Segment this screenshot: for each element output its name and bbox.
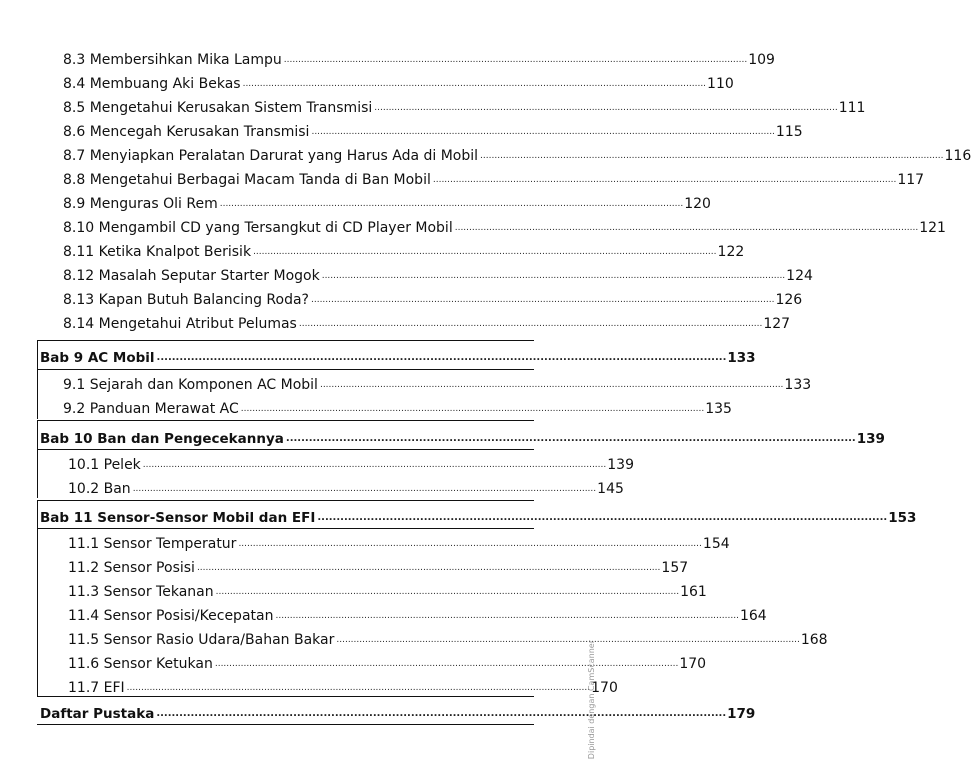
toc-entry-page: 145: [597, 481, 624, 497]
toc-entry: [68, 552, 689, 576]
chapter-title: Bab 9 AC Mobil: [40, 350, 155, 366]
toc-entry-label: 8.8 Mengetahui Berbagai Macam Tanda di Ban Mobil: [63, 172, 431, 188]
toc-entry-page: 161: [680, 584, 707, 600]
leader-dots: ..................................................................................................................................................................: [310, 295, 775, 305]
leader-dots: ..................................................................................................................................................................: [240, 404, 705, 414]
toc-entry: [63, 284, 803, 308]
chapter-heading: [40, 423, 885, 447]
chapter-title: Bab 11 Sensor-Sensor Mobil dan EFI: [40, 510, 316, 526]
leader-dots: ..................................................................................................................................................................: [275, 611, 739, 621]
toc-entry: [63, 369, 812, 393]
toc-entry-label: 10.2 Ban: [68, 481, 131, 497]
section-border: [37, 420, 38, 498]
toc-entry-label: 8.11 Ketika Knalpot Berisik: [63, 244, 252, 260]
leader-dots: ..................................................................................................................................................................: [311, 127, 775, 137]
leader-dots: ..................................................................................................................................................................: [298, 319, 763, 329]
section-rule: [37, 500, 534, 501]
leader-dots: ..................................................................................................................................................................: [374, 103, 838, 113]
toc-entry-page: 122: [717, 244, 745, 260]
leader-dots: ..................................................................................................................................................................: [321, 271, 786, 281]
toc-entry-label: 11.2 Sensor Posisi: [68, 560, 195, 576]
leader-dots: ..................................................................................................................................................................: [242, 79, 707, 89]
toc-entry-label: 10.1 Pelek: [68, 457, 141, 473]
toc-entry: [63, 188, 711, 212]
toc-entry-page: 117: [897, 172, 925, 188]
toc-entry: [68, 449, 634, 473]
section-border: [37, 500, 38, 696]
section-rule: [37, 724, 534, 725]
toc-entry: [68, 528, 730, 552]
toc-entry: [63, 236, 745, 260]
toc-entry-page: 116: [944, 148, 971, 164]
toc-entry-page: 157: [661, 560, 689, 576]
toc-entry: [63, 260, 813, 284]
toc-entry-label: 11.1 Sensor Temperatur: [68, 536, 237, 552]
toc-entry: [63, 44, 775, 68]
scanner-watermark: Dipindai dengan CamScanner: [587, 640, 596, 760]
toc-entry-page: 127: [763, 316, 791, 332]
leader-dots: ..................................................................................................................................................................: [126, 683, 591, 693]
chapter-title: Bab 10 Ban dan Pengecekannya: [40, 431, 284, 447]
leader-dots: ..................................................................................................................................................................: [196, 563, 661, 573]
section-rule: [37, 340, 534, 341]
leader-dots: ..................................................................................................................................................................: [432, 175, 897, 185]
chapter-title: Daftar Pustaka: [40, 706, 155, 722]
toc-entry-page: 109: [748, 52, 775, 68]
toc-entry-label: 11.5 Sensor Rasio Udara/Bahan Bakar: [68, 632, 335, 648]
toc-entry-label: 8.7 Menyiapkan Peralatan Darurat yang Harus Ada di Mobil: [63, 148, 479, 164]
toc-entry-label: 8.13 Kapan Butuh Balancing Roda?: [63, 292, 309, 308]
toc-entry-page: 139: [607, 457, 634, 473]
toc-entry-label: 11.4 Sensor Posisi/Kecepatan: [68, 608, 274, 624]
toc-entry-page: 135: [705, 401, 732, 417]
chapter-page: 133: [727, 350, 756, 366]
chapter-page: 179: [727, 706, 756, 722]
toc-entry: [63, 164, 925, 188]
toc-entry-page: 120: [684, 196, 711, 212]
chapter-heading: [40, 502, 917, 526]
toc-entry: [68, 600, 767, 624]
toc-entry-page: 110: [707, 76, 734, 92]
toc-entry-label: 11.6 Sensor Ketukan: [68, 656, 213, 672]
toc-entry: [63, 92, 866, 116]
toc-entry-label: 8.3 Membersihkan Mika Lampu: [63, 52, 282, 68]
toc-entry: [63, 116, 803, 140]
toc-entry: [68, 648, 707, 672]
toc-entry: [63, 308, 791, 332]
toc-entry-label: 11.3 Sensor Tekanan: [68, 584, 214, 600]
leader-dots: ..................................................................................................................................................................: [219, 199, 684, 209]
toc-entry-page: 170: [591, 680, 618, 696]
toc-entry-label: 8.6 Mencegah Kerusakan Transmisi: [63, 124, 310, 140]
leader-dots: ......................................................................................................................................................: [285, 433, 856, 444]
leader-dots: ..................................................................................................................................................................: [132, 484, 597, 494]
section-rule: [37, 696, 534, 697]
leader-dots: ......................................................................................................................................................: [156, 708, 727, 719]
toc-entry: [63, 68, 734, 92]
toc-entry-page: 164: [739, 608, 767, 624]
toc-entry-label: 8.12 Masalah Seputar Starter Mogok: [63, 268, 320, 284]
toc-entry: [63, 393, 732, 417]
toc-entry-page: 154: [702, 536, 730, 552]
leader-dots: ..................................................................................................................................................................: [215, 587, 680, 597]
leader-dots: ......................................................................................................................................................: [156, 352, 727, 363]
chapter-page: 153: [888, 510, 917, 526]
toc-entry-label: 11.7 EFI: [68, 680, 125, 696]
leader-dots: ..................................................................................................................................................................: [253, 247, 717, 257]
toc-entry-label: 8.9 Menguras Oli Rem: [63, 196, 218, 212]
section-rule: [37, 420, 534, 421]
toc-entry-label: 8.14 Mengetahui Atribut Pelumas: [63, 316, 297, 332]
section-border: [37, 340, 38, 419]
toc-entry-page: 115: [775, 124, 803, 140]
chapter-page: 139: [856, 431, 885, 447]
toc-entry-page: 121: [919, 220, 946, 236]
toc-entry: [68, 624, 828, 648]
toc-entry-page: 170: [679, 656, 707, 672]
toc-entry-page: 133: [784, 377, 812, 393]
toc-entry: [68, 576, 707, 600]
toc-entry-page: 111: [838, 100, 866, 116]
toc-entry: [63, 140, 971, 164]
toc-entry: [63, 212, 946, 236]
toc-entry-label: 9.2 Panduan Merawat AC: [63, 401, 239, 417]
toc-entry: [68, 672, 618, 696]
chapter-heading: [40, 698, 756, 722]
leader-dots: ..................................................................................................................................................................: [480, 151, 944, 161]
toc-entry-label: 8.5 Mengetahui Kerusakan Sistem Transmisi: [63, 100, 373, 116]
leader-dots: ..................................................................................................................................................................: [319, 380, 784, 390]
leader-dots: ..................................................................................................................................................................: [214, 659, 679, 669]
toc-entry-label: 8.10 Mengambil CD yang Tersangkut di CD Player Mobil: [63, 220, 453, 236]
leader-dots: ..................................................................................................................................................................: [336, 635, 800, 645]
toc-entry-page: 126: [775, 292, 803, 308]
toc-entry-label: 9.1 Sejarah dan Komponen AC Mobil: [63, 377, 318, 393]
leader-dots: ..................................................................................................................................................................: [283, 55, 748, 65]
leader-dots: ..................................................................................................................................................................: [142, 460, 607, 470]
toc-entry-page: 168: [800, 632, 828, 648]
leader-dots: ..................................................................................................................................................................: [238, 539, 702, 549]
leader-dots: ..................................................................................................................................................................: [454, 223, 919, 233]
toc-entry: [68, 473, 624, 497]
leader-dots: ......................................................................................................................................................: [317, 512, 888, 523]
toc-entry-label: 8.4 Membuang Aki Bekas: [63, 76, 241, 92]
toc-entry-page: 124: [786, 268, 813, 284]
chapter-heading: [40, 342, 756, 366]
